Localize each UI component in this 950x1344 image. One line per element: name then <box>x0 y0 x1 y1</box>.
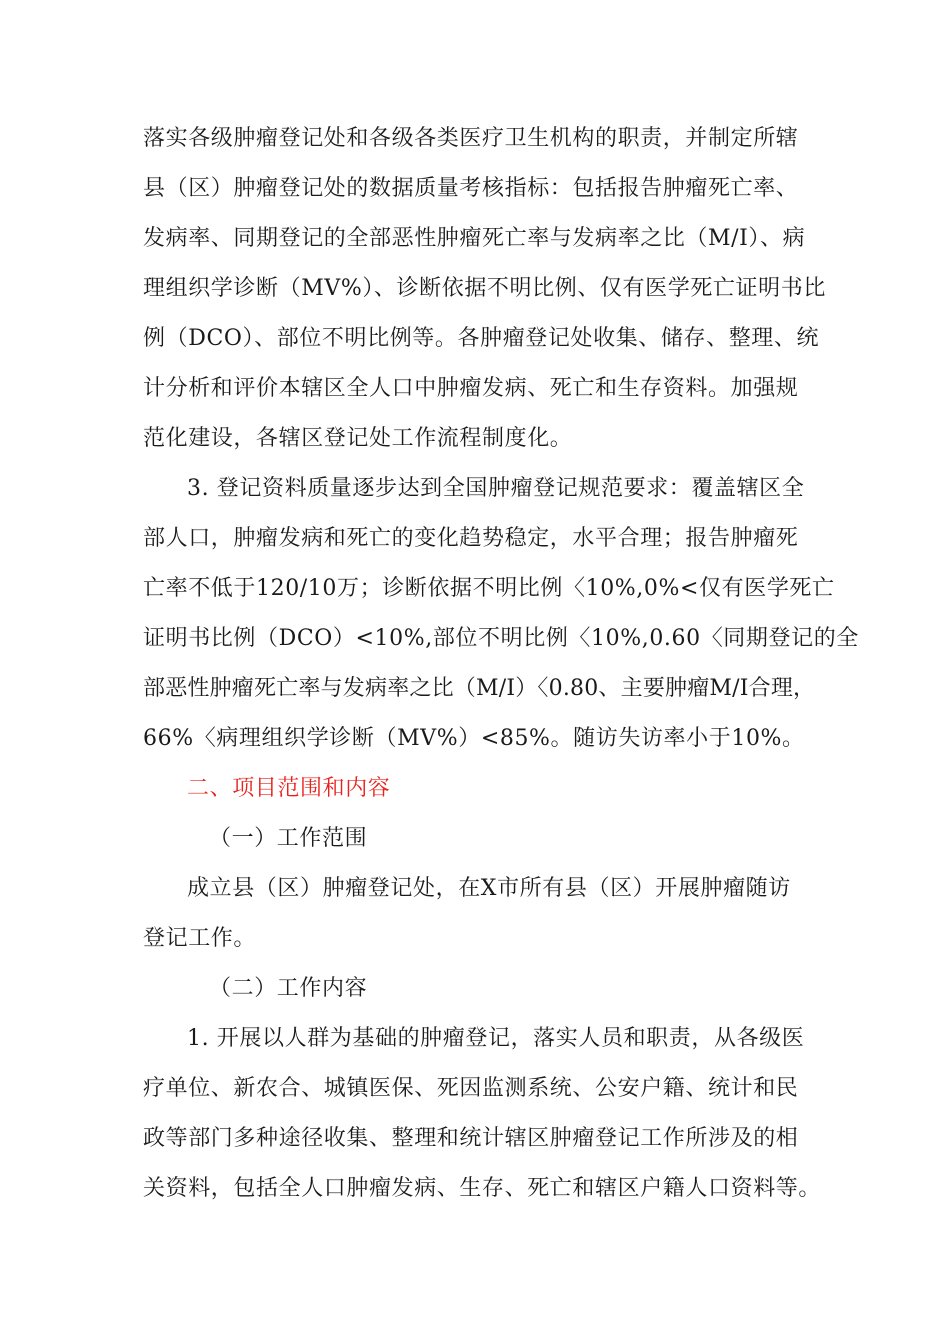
paragraph-line: 发病率、同期登记的全部恶性肿瘤死亡率与发病率之比（M/I）、病 <box>143 226 806 251</box>
paragraph-line: 落实各级肿瘤登记处和各级各类医疗卫生机构的职责，并制定所辖 <box>143 126 799 151</box>
paragraph-line: 关资料，包括全人口肿瘤发病、生存、死亡和辖区户籍人口资料等。 <box>143 1176 822 1201</box>
paragraph-line: 部人口，肿瘤发病和死亡的变化趋势稳定，水平合理；报告肿瘤死 <box>143 526 799 551</box>
paragraph-line: 理组织学诊断（MV%）、诊断依据不明比例、仅有医学死亡证明书比 <box>143 276 826 301</box>
paragraph-line: 范化建设，各辖区登记处工作流程制度化。 <box>143 426 573 451</box>
paragraph-line: 66%〈病理组织学诊断（MV%）<85%。随访失访率小于10%。 <box>143 726 805 751</box>
paragraph-line: 例（DCO）、部位不明比例等。各肿瘤登记处收集、储存、整理、统 <box>143 326 820 351</box>
paragraph-line: 部恶性肿瘤死亡率与发病率之比（M/I）〈0.80、主要肿瘤M/I合理， <box>143 676 816 701</box>
paragraph-line: 县（区）肿瘤登记处的数据质量考核指标：包括报告肿瘤死亡率、 <box>143 176 799 201</box>
section-heading: 二、项目范围和内容 <box>187 776 391 801</box>
paragraph-line: 登记工作。 <box>143 926 257 951</box>
subsection-heading: （二）工作内容 <box>209 976 368 1001</box>
paragraph-line: 政等部门多种途径收集、整理和统计辖区肿瘤登记工作所涉及的相 <box>143 1126 799 1151</box>
paragraph-line: 3. 登记资料质量逐步达到全国肿瘤登记规范要求：覆盖辖区全 <box>187 476 805 501</box>
paragraph-line: 1. 开展以人群为基础的肿瘤登记，落实人员和职责，从各级医 <box>187 1026 805 1051</box>
paragraph-line: 计分析和评价本辖区全人口中肿瘤发病、死亡和生存资料。加强规 <box>143 376 799 401</box>
paragraph-line: 亡率不低于120/10万；诊断依据不明比例〈10%,0%<仅有医学死亡 <box>143 576 835 601</box>
paragraph-line: 成立县（区）肿瘤登记处，在X市所有县（区）开展肿瘤随访 <box>187 876 791 901</box>
paragraph-line: 证明书比例（DCO）<10%,部位不明比例〈10%,0.60〈同期登记的全 <box>143 626 859 651</box>
subsection-heading: （一）工作范围 <box>209 826 368 851</box>
paragraph-line: 疗单位、新农合、城镇医保、死因监测系统、公安户籍、统计和民 <box>143 1076 799 1101</box>
